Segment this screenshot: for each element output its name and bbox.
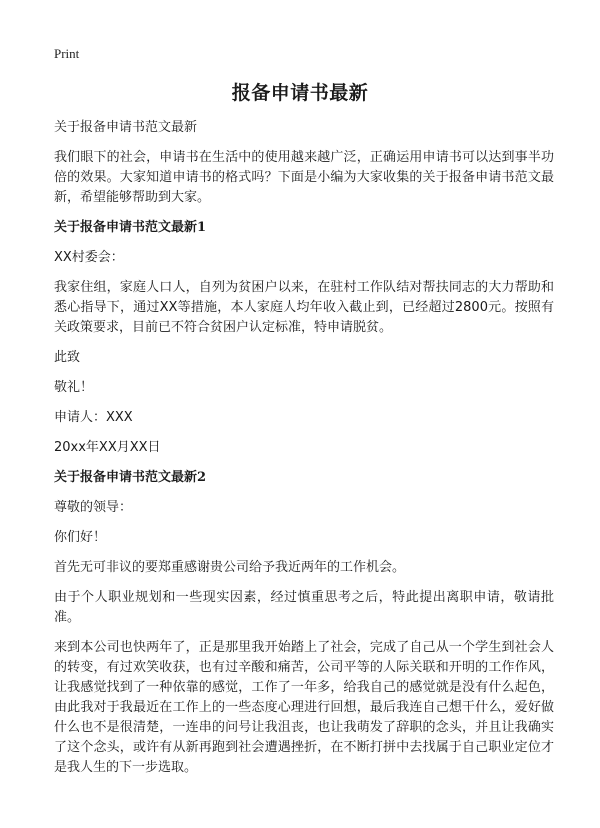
section2-greeting: 你们好！ [54, 530, 107, 545]
intro-paragraph: 我们眼下的社会，申请书在生活中的使用越来越广泛，正确运用申请书可以达到事半功倍的效果。大家知道申请书的格式吗？下面是小编为大家收集的关于报备申请书范文最新，希望能够帮助到大家。 [54, 150, 554, 205]
section1-salutation: XX村委会： [54, 250, 124, 265]
page-title: 报备申请书最新 [231, 82, 369, 104]
print-link[interactable]: Print [54, 46, 80, 61]
section2-paragraph-3: 来到本公司也快两年了，正是那里我开始踏上了社会，完成了自己从一个学生到社会人的转变，有过欢笑收获，也有过辛酸和痛苦，公司平等的人际关联和开明的工作作风，让我感觉找到了一种依靠的感觉，工作了一年多，给我自己的感觉就是没有什么起色，由此我对于我最近在工作上的一些态度心理进行回想，最后我连自己想干什么，爱好做什么也不是很清楚，一连串的问号让我沮丧，也让我萌发了辞职的念头，并且让我确实了这个念头，或许有从新再跑到社会遭遇挫折，在不断打拼中去找属于自己职业定位才是我人生的下一步选取。 [54, 640, 554, 775]
section2-paragraph-1: 首先无可非议的要郑重感谢贵公司给予我近两年的工作机会。 [54, 560, 406, 575]
section2-salutation: 尊敬的领导： [54, 500, 133, 515]
document-subtitle: 关于报备申请书范文最新 [54, 120, 198, 135]
section2-heading: 关于报备申请书范文最新2 [54, 470, 207, 485]
section2-paragraph-2: 由于个人职业规划和一些现实因素，经过慎重思考之后，特此提出离职申请，敬请批准。 [54, 590, 554, 625]
section1-body: 我家住组，家庭人口人，自列为贫困户以来，在驻村工作队结对帮扶同志的大力帮助和悉心指导下，通过XX等措施，本人家庭人均年收入截止到，已经超过2800元。按照有关政策要求，目前已不符合贫困户认定标准，特申请脱贫。 [54, 280, 554, 335]
section1-applicant: 申请人：XXX [54, 410, 133, 425]
document-body [54, 118, 554, 788]
section1-date: 20xx年XX月XX日 [54, 440, 161, 455]
section1-heading: 关于报备申请书范文最新1 [54, 220, 207, 235]
section1-closing-2: 敬礼！ [54, 380, 94, 395]
section1-closing-1: 此致 [54, 350, 81, 365]
